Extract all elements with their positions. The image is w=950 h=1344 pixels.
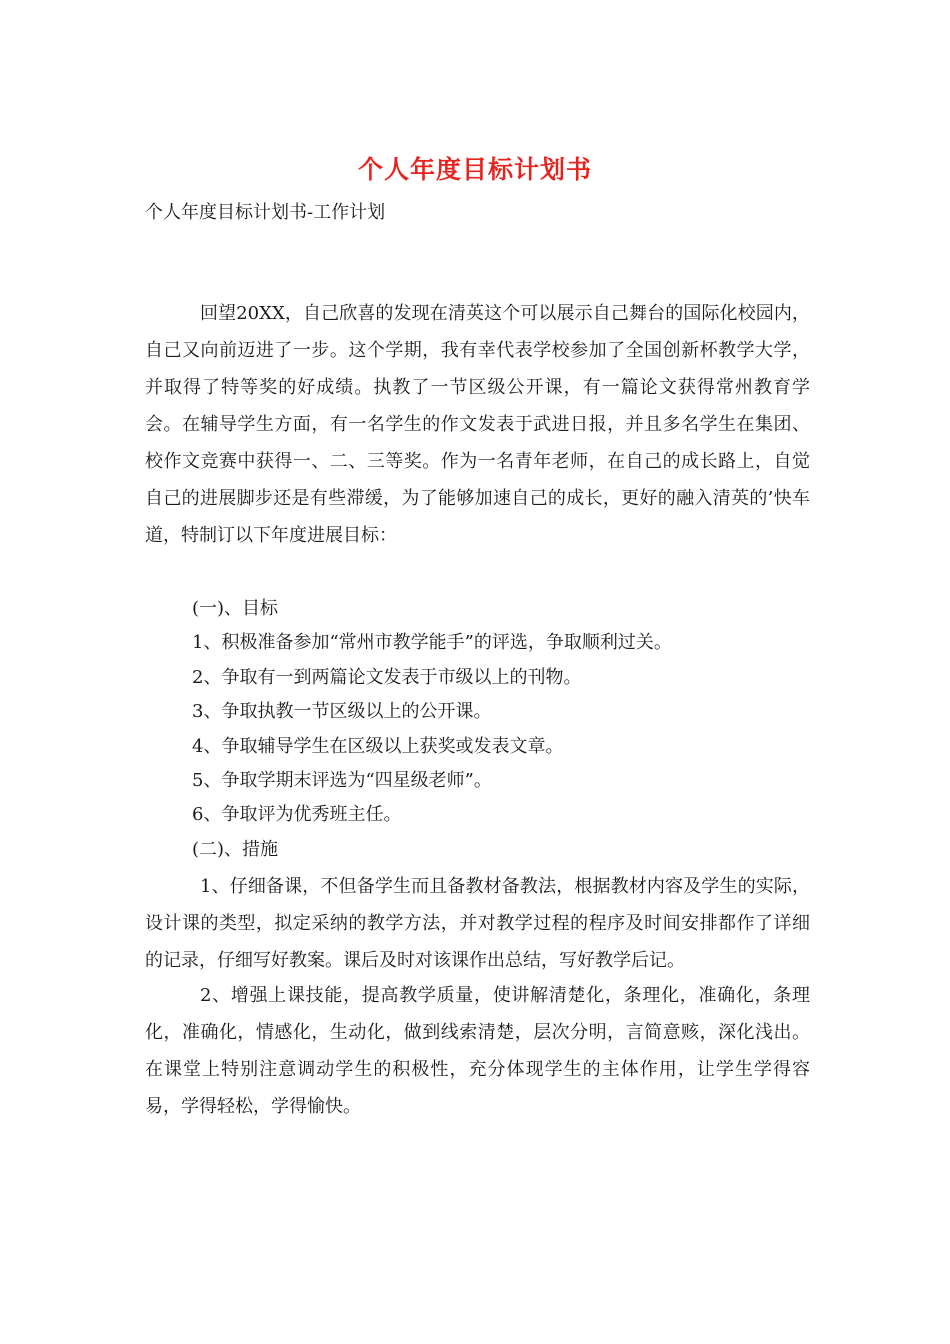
document-title: 个人年度目标计划书: [357, 155, 592, 184]
document-subtitle: 个人年度目标计划书-工作计划: [145, 202, 386, 223]
goal-item: 5、争取学期末评选为“四星级老师”。: [192, 769, 492, 791]
goal-item: 2、争取有一到两篇论文发表于市级以上的刊物。: [192, 666, 582, 688]
measure-paragraph: 1、仔细备课，不但备学生而且备教材备教法，根据教材内容及学生的实际，设计课的类型，拟定采纳的教学方法，并对教学过程的程序及时间安排都作了详细的记录，仔细写好教案。课后及时对该课作出总结，写好教学后记。: [145, 876, 810, 971]
intro-paragraph: 回望20XX，自己欣喜的发现在清英这个可以展示自己舞台的国际化校园内，自己又向前迈进了一步。这个学期，我有幸代表学校参加了全国创新杯教学大学，并取得了特等奖的好成绩。执教了一节区级公开课，有一篇论文获得常州教育学会。在辅导学生方面，有一名学生的作文发表于武进日报，并且多名学生在集团、校作文竞赛中获得一、二、三等奖。作为一名青年老师，在自己的成长路上，自觉自己的进展脚步还是有些滞缓，为了能够加速自己的成长，更好的融入清英的’快车道，特制订以下年度进展目标：: [145, 303, 810, 546]
measures-heading: (二)、措施: [192, 838, 279, 860]
goal-item: 3、争取执教一节区级以上的公开课。: [192, 701, 492, 723]
goals-heading: (一)、目标: [192, 598, 279, 619]
measure-paragraph: 2、增强上课技能，提高教学质量，使讲解清楚化，条理化，准确化，条理化，准确化，情感化，生动化，做到线索清楚，层次分明，言简意赅，深化浅出。在课堂上特别注意调动学生的积极性，充分体现学生的主体作用，让学生学得容易，学得轻松，学得愉快。: [145, 985, 810, 1117]
goal-item: 1、积极准备参加“常州市教学能手”的评选，争取顺利过关。: [192, 632, 672, 654]
goals-section: [192, 592, 672, 867]
goal-item: 4、争取辅导学生在区级以上获奖或发表文章。: [192, 735, 564, 757]
goal-item: 6、争取评为优秀班主任。: [192, 804, 402, 826]
